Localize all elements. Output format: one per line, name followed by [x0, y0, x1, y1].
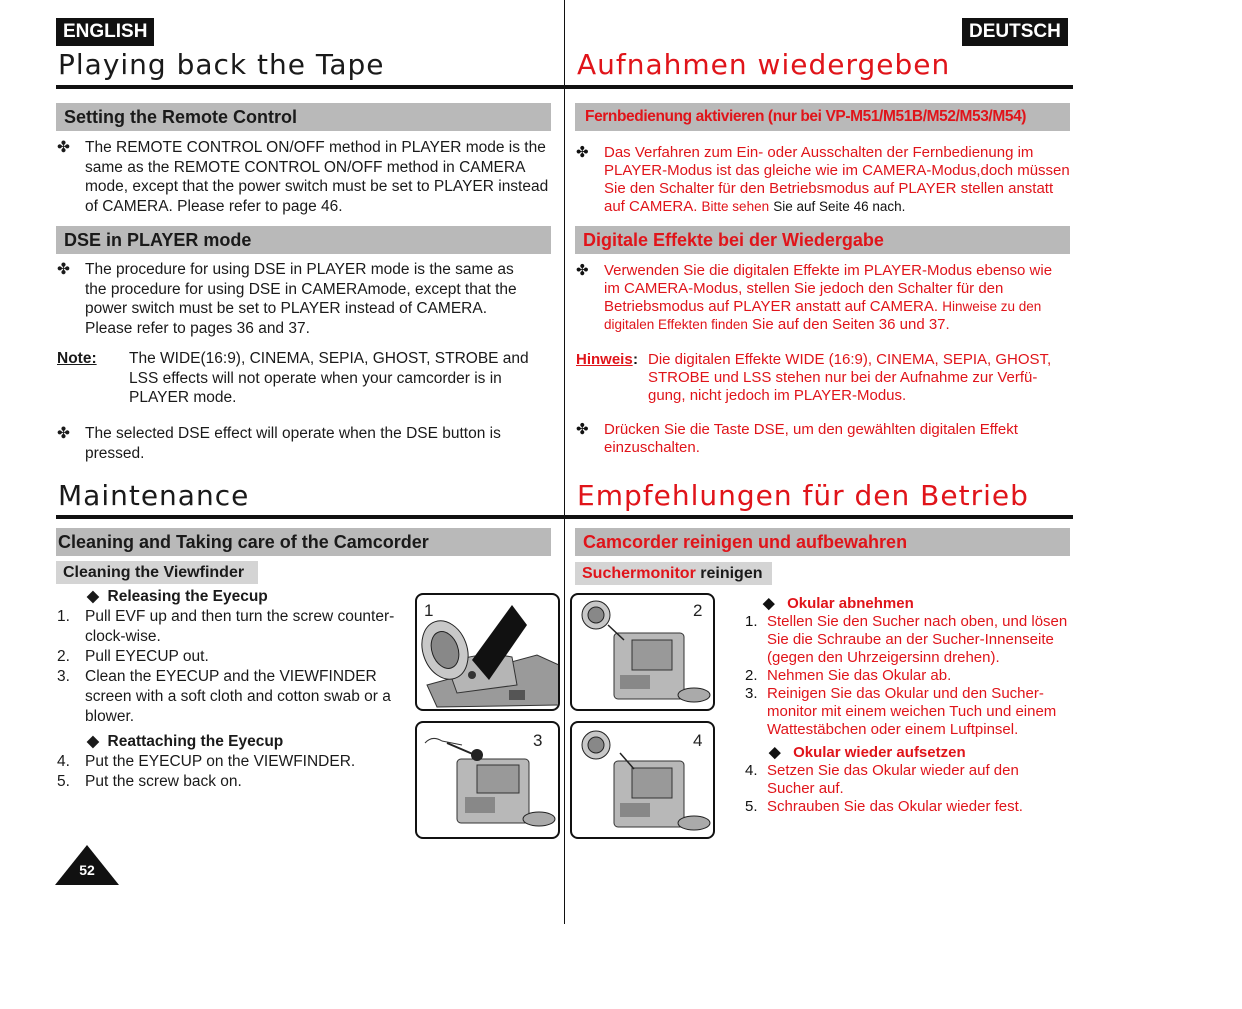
subheading-viewfinder-de	[575, 562, 772, 585]
diamond-bullet-icon: ◆	[763, 595, 775, 612]
figure-2	[570, 593, 715, 711]
remote-paragraph-de	[576, 144, 1070, 216]
section-heading-remote-en: Setting the Remote Control	[56, 103, 551, 131]
maintenance-title-en: Maintenance	[58, 479, 250, 512]
note-text-de: Die digitalen Effekte WIDE (16:9), CINEMA, SEPIA, GHOST, STROBE und LSS stehen nur bei der Aufnahme zur Verfü-gung, nicht jedoch im PLAYER-Modus.	[648, 351, 1052, 404]
list-item: 1. Stellen Sie den Sucher nach oben, und lösen Sie die Schraube an der Sucher-Innenseite (gegen den Uhrzeigersinn drehen).	[745, 613, 1068, 666]
camcorder-cleaning-illustration	[417, 723, 560, 839]
remote-text-de-page: Sie auf Seite 46 nach.	[773, 199, 906, 214]
dse-text-de-ref: Hinweise zu den digitalen Effekten finden	[604, 299, 1042, 332]
dse-text-de-pages: Sie auf den Seiten 36 und 37.	[752, 316, 950, 333]
list-item: 5. Schrauben Sie das Okular wieder fest.	[745, 798, 1023, 815]
list-item: 4. Setzen Sie das Okular wieder auf den Sucher auf.	[745, 762, 1019, 797]
cross-bullet-icon: ✤	[57, 139, 70, 156]
section-heading-remote-de: Fernbedienung aktivieren (nur bei VP-M51/M51B/M52/M53/M54)	[575, 103, 1070, 131]
cross-bullet-icon: ✤	[57, 261, 70, 278]
maintenance-divider	[56, 515, 1073, 519]
remote-text-en: The REMOTE CONTROL ON/OFF method in PLAYER mode is the same as the REMOTE CONTROL ON/OFF method in CAMERA mode, except that the power switch must be set to PLAYER instead of CAMERA. Please refer to page 46.	[85, 139, 549, 215]
figure-1	[415, 593, 560, 711]
subheading-de-part2: reinigen	[700, 565, 763, 582]
dse-text-de-main: Verwenden Sie die digitalen Effekte im PLAYER-Modus ebenso wie im CAMERA-Modus, stellen Sie jedoch den Schalter für den Betriebsmodus auf PLAYER anstatt auf CAMERA.	[604, 262, 1053, 315]
maintenance-title-de: Empfehlungen für den Betrieb	[577, 479, 1029, 512]
page-number: 52	[79, 862, 95, 878]
note-label-de: Hinweis	[576, 351, 633, 368]
subheading-viewfinder-en: Cleaning the Viewfinder	[56, 561, 258, 584]
reattach-heading-en: ◆ Reattaching the Eyecup	[87, 733, 284, 750]
note-label-en: Note:	[57, 350, 97, 367]
cross-bullet-icon: ✤	[576, 421, 589, 438]
remote-paragraph-en	[57, 138, 551, 216]
figure-4	[570, 721, 715, 839]
cross-bullet-icon: ✤	[576, 262, 589, 279]
language-badge-english: ENGLISH	[56, 18, 154, 46]
figure-number: 2	[693, 601, 703, 620]
section-heading-cleaning-en: Cleaning and Taking care of the Camcorder	[56, 528, 551, 556]
page-title-de: Aufnahmen wiedergeben	[577, 48, 951, 81]
section-heading-dse-de: Digitale Effekte bei der Wiedergabe	[575, 226, 1070, 254]
column-divider	[564, 0, 565, 924]
diamond-bullet-icon: ◆	[769, 744, 781, 761]
list-item: 3. Clean the EYECUP and the VIEWFINDER screen with a soft cloth and cotton swab or a blower.	[57, 668, 391, 725]
list-item: 2. Pull EYECUP out.	[57, 648, 209, 665]
dse-selected-text-en: The selected DSE effect will operate when the DSE button is pressed.	[85, 425, 501, 462]
remote-text-de-ref: Bitte sehen	[701, 199, 770, 214]
figure-number: 3	[533, 731, 543, 750]
language-badge-deutsch: DEUTSCH	[962, 18, 1068, 46]
dse-paragraph-en	[57, 260, 527, 338]
figure-number: 4	[693, 731, 703, 750]
reattach-heading-de: ◆ Okular wieder aufsetzen	[769, 744, 966, 761]
steps-en	[57, 587, 407, 792]
page-title-en: Playing back the Tape	[58, 48, 385, 81]
cross-bullet-icon: ✤	[57, 425, 70, 442]
release-heading-en: ◆ Releasing the Eyecup	[87, 588, 268, 605]
subheading-de-part1: Suchermonitor	[582, 565, 696, 582]
camcorder-eyecup-removal-illustration	[572, 595, 715, 711]
list-item: 5. Put the screw back on.	[57, 773, 242, 790]
diamond-bullet-icon: ◆	[87, 588, 99, 605]
dse-text-en: The procedure for using DSE in PLAYER mode is the same as the procedure for using DSE in CAMERAmode, except that the power switch must be set to PLAYER instead of CAMERA. Please refer to pages 36 and 37.	[85, 261, 517, 337]
list-item: 2. Nehmen Sie das Okular ab.	[745, 667, 952, 684]
dse-paragraph-de	[576, 262, 1070, 334]
figure-3	[415, 721, 560, 839]
section-heading-cleaning-de: Camcorder reinigen und aufbewahren	[575, 528, 1070, 556]
remote-text-de-main: Das Verfahren zum Ein- oder Ausschalten der Fernbedienung im PLAYER-Modus ist das gleiche wie im CAMERA-Modus,doch müssen Sie den Schalter für den Betriebsmodus auf PLAYER stellen anstatt auf CAMERA.	[604, 144, 1070, 215]
steps-de	[745, 595, 1070, 816]
note-en	[57, 349, 551, 408]
cross-bullet-icon: ✤	[576, 144, 589, 161]
release-heading-de: ◆ Okular abnehmen	[763, 595, 914, 612]
note-text-en: The WIDE(16:9), CINEMA, SEPIA, GHOST, STROBE and LSS effects will not operate when your camcorder is in PLAYER mode.	[129, 350, 529, 406]
dse-selected-text-de: Drücken Sie die Taste DSE, um den gewählten digitalen Effekt einzuschalten.	[604, 421, 1018, 456]
camcorder-eyecup-reattach-illustration	[572, 723, 715, 839]
list-item: 4. Put the EYECUP on the VIEWFINDER.	[57, 753, 356, 770]
figure-number: 1	[424, 601, 434, 620]
list-item: 3. Reinigen Sie das Okular und den Sucher-monitor mit einem weichen Tuch und einem Wattestäbchen oder einem Luftpinsel.	[745, 685, 1057, 738]
dse-selected-de	[576, 421, 1070, 457]
dse-selected-en	[57, 424, 527, 463]
list-item: 1. Pull EVF up and then turn the screw counter-clock-wise.	[57, 608, 395, 645]
camcorder-viewfinder-illustration	[417, 595, 560, 711]
diamond-bullet-icon: ◆	[87, 733, 99, 750]
note-de: Hinweis : Die digitalen Effekte WIDE (16:9), CINEMA, SEPIA, GHOST, STROBE und LSS stehen nur bei der Aufnahme zur Verfü-gung, nicht jedoch im PLAYER-Modus.	[576, 351, 1070, 405]
section-heading-dse-en: DSE in PLAYER mode	[56, 226, 551, 254]
